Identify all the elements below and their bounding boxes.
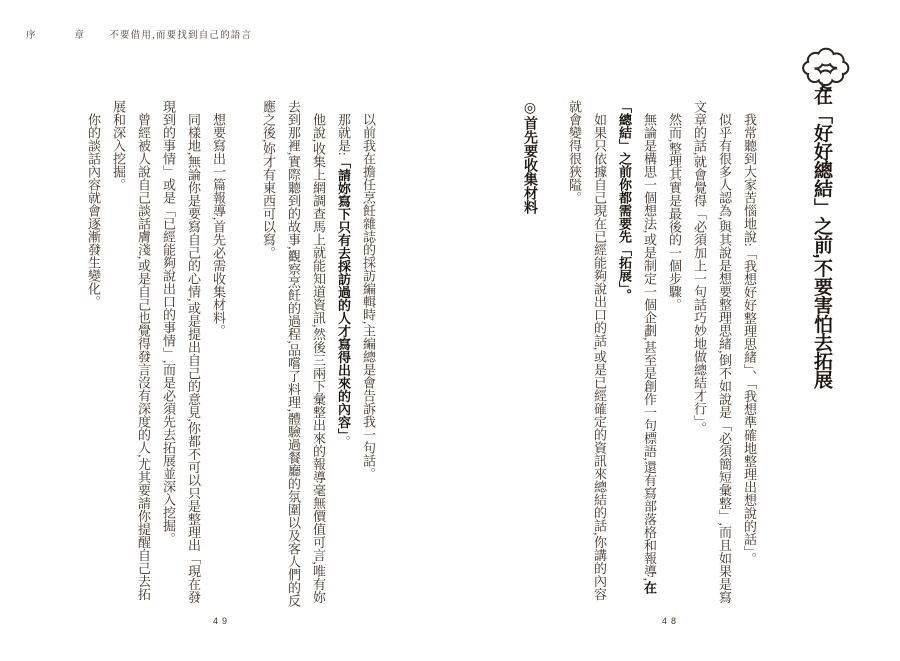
text-segment: 然而,整理其實是最後的一個步驟。 — [667, 113, 682, 312]
text-segment-bold: 「請妳寫下只有去採訪過的人才寫得出來的內容」 — [336, 155, 351, 436]
left-page-body — [81, 100, 381, 607]
body-paragraph — [737, 100, 762, 607]
body-paragraph — [562, 100, 612, 607]
text-segment: 無論是構思一個想法,或是制定一個企劃,甚至是創作一句標語,還有寫部落格和報導, — [642, 113, 657, 581]
chapter-title: 不要借用,而要找到自己的語言 — [109, 30, 253, 41]
text-segment: 你的談話內容就會逐漸發生變化。 — [86, 113, 101, 308]
text-segment: 以前我在擔任烹飪雜誌的採訪編輯時,主編總是會告訴我一句話。 — [361, 113, 376, 481]
page-number-left: 49 — [213, 616, 232, 626]
body-paragraph — [156, 100, 206, 607]
running-head — [26, 27, 252, 41]
body-paragraph — [256, 100, 331, 607]
text-segment: 似乎有很多人認為,與其說是想要整理思緒,倒不如說是「必須簡短彙整」,而且如果是寫文章的話,就會覺得「必須加上一句話巧妙地做總結才行」。 — [692, 100, 732, 604]
text-segment: 。 — [336, 435, 351, 449]
body-paragraph — [356, 100, 381, 607]
body-paragraph — [331, 100, 356, 607]
body-paragraph — [106, 100, 156, 607]
text-segment: 我常聽到大家苦惱地說:「我想好好整理思緒」、「我想準確地整理出想說的話」。 — [742, 113, 757, 566]
text-segment: 想要寫出一篇報導,首先必需收集材料。 — [211, 113, 226, 338]
body-paragraph — [206, 100, 231, 607]
text-segment: 同樣地,無論你是要寫自己的心情,或是提出自己的意見,你都不可以只是整理出「現在發現到的事情」或是「已經能夠說出口的事情」,而是必須先去拓展並深入挖掘。 — [161, 100, 201, 604]
text-segment: 曾經被人說自己談話膚淺,或是自己也覺得發言沒有深度的人,尤其要請你提醒自己去拓展和深入挖掘。 — [111, 100, 151, 601]
text-segment: 如果只依據自己現在已經能夠說出口的話,或是已經確定的資訊來總結的話,你講的內容就會變得很狹隘。 — [567, 100, 607, 601]
page-title: 在「好好總結」之前,不要害怕去拓展 — [811, 86, 832, 389]
page-number-right: 48 — [662, 616, 681, 626]
body-paragraph — [612, 100, 662, 607]
body-paragraph — [662, 100, 687, 607]
section-heading: ◎首先要收集材料 — [523, 100, 539, 214]
text-segment-bold: 在「總結」之前你都需要先「拓展」。 — [617, 100, 657, 594]
right-page-body — [562, 100, 762, 607]
text-segment: 他說,收集上網調查馬上就能知道資訊,然後三兩下彙整出來的報導毫無價值可言,唯有妳去到那裡,實際聽到的故事,觀察烹飪的過程,品嚐了料理,體驗過餐廳的氛圍以及客人們的反應之後,妳才有東西可以寫。 — [261, 100, 326, 607]
body-paragraph — [687, 100, 737, 607]
chapter-label: 序 章 — [26, 30, 86, 41]
body-paragraph — [81, 100, 106, 607]
text-segment: 那就是: — [336, 113, 351, 156]
